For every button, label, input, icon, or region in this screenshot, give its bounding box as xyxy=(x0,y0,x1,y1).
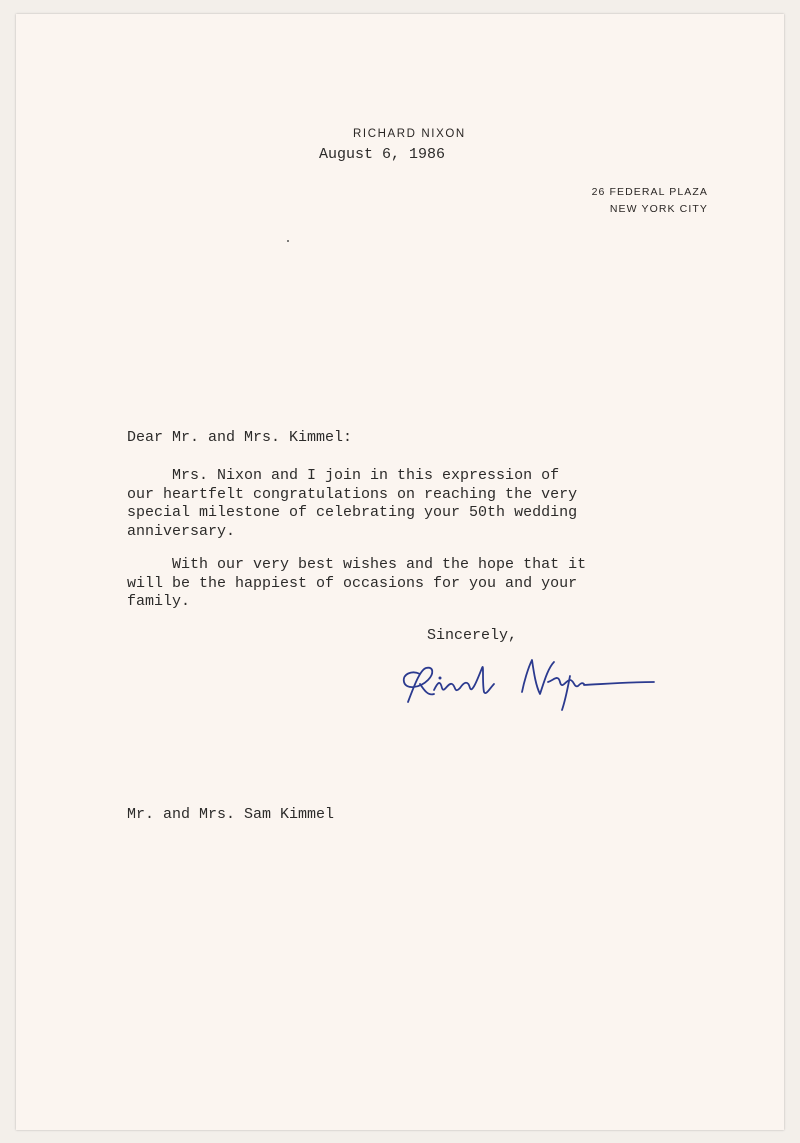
paragraph-2-line: will be the happiest of occasions for you and your xyxy=(127,574,578,592)
salutation: Dear Mr. and Mrs. Kimmel: xyxy=(127,429,353,446)
paragraph-1 xyxy=(127,467,577,541)
closing: Sincerely, xyxy=(427,627,518,644)
letterhead-address xyxy=(592,184,708,218)
address-line-2: NEW YORK CITY xyxy=(609,203,708,215)
paragraph-2-line: With our very best wishes and the hope that it xyxy=(127,556,587,573)
letterhead-name: RICHARD NIXON xyxy=(353,128,466,140)
paragraph-1-line: our heartfelt congratulations on reaching the very xyxy=(127,485,578,503)
signature-image xyxy=(398,652,660,714)
paper-speck xyxy=(287,240,289,242)
paragraph-1-line: special milestone of celebrating your 50th wedding xyxy=(127,504,578,521)
paragraph-1-line: anniversary. xyxy=(127,522,236,540)
paragraph-1-line: Mrs. Nixon and I join in this expression of xyxy=(127,467,560,484)
address-line-1: 26 FEDERAL PLAZA xyxy=(591,186,708,198)
paragraph-2 xyxy=(127,556,586,612)
paragraph-2-line: family. xyxy=(127,593,191,610)
letter-date: August 6, 1986 xyxy=(319,146,446,163)
recipient-name: Mr. and Mrs. Sam Kimmel xyxy=(127,806,335,823)
